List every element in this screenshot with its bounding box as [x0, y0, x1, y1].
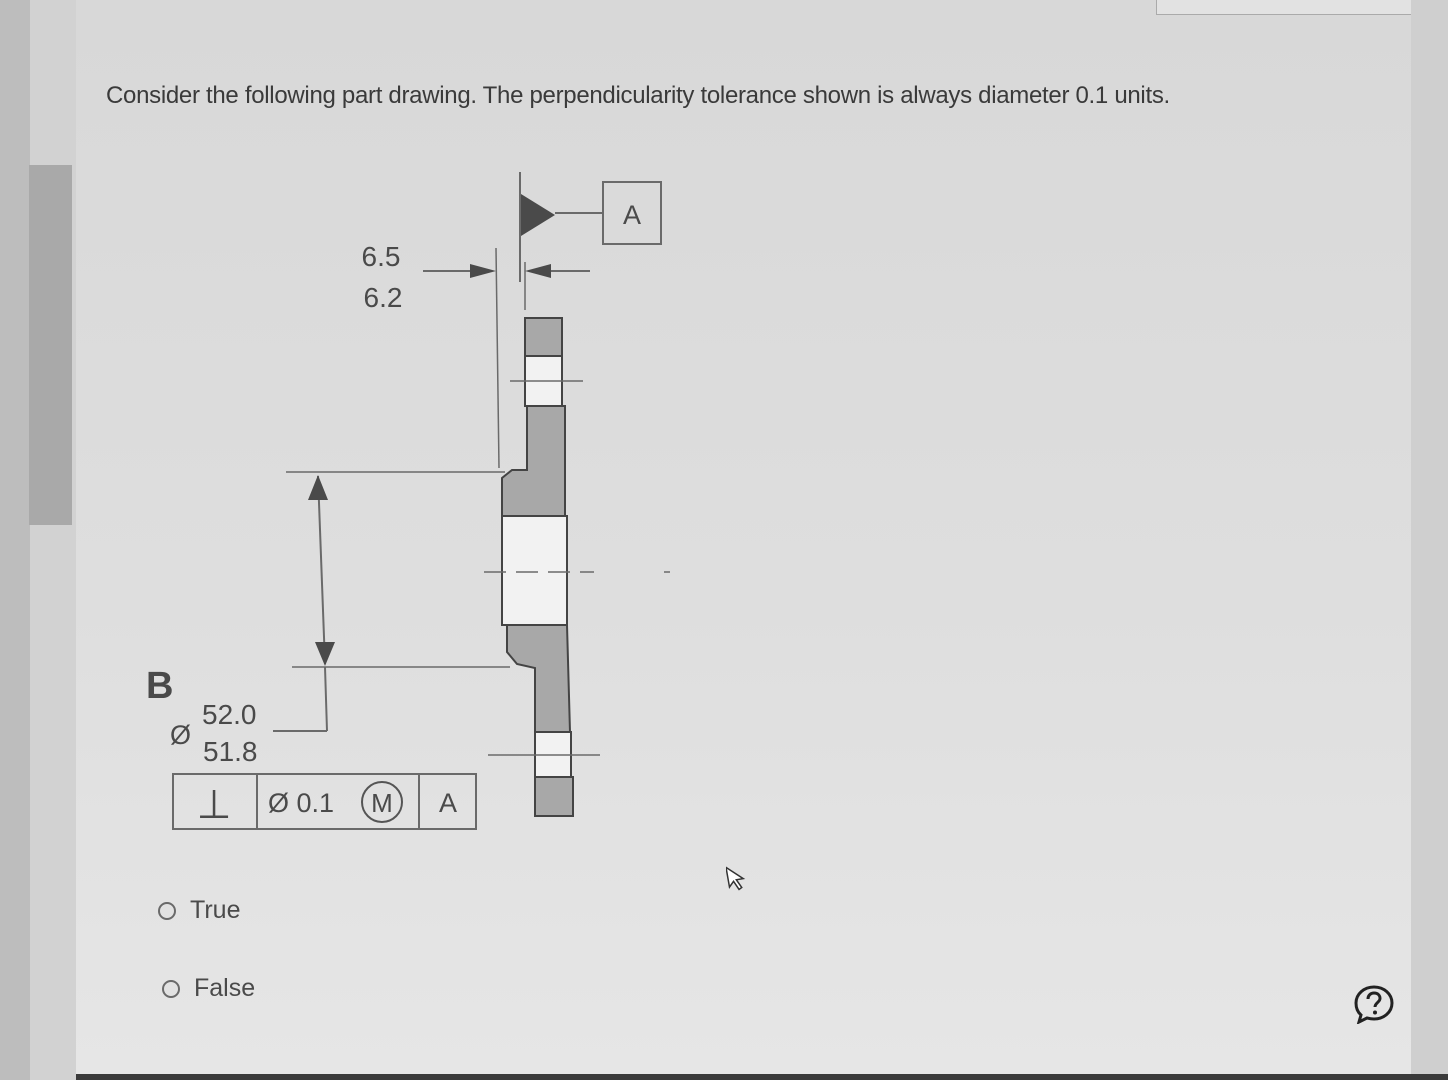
part-section — [484, 318, 670, 816]
thickness-upper-limit: 6.5 — [361, 241, 401, 272]
feature-control-frame — [173, 774, 476, 829]
diameter-symbol: Ø — [170, 720, 192, 750]
diameter-lower-limit: 51.8 — [203, 736, 258, 767]
radio-false[interactable] — [162, 980, 180, 998]
option-false[interactable] — [162, 974, 255, 1003]
datum-a-symbol — [520, 172, 661, 282]
diameter-dimension — [146, 472, 510, 767]
mouse-pointer-icon — [726, 864, 748, 892]
fcf-modifier: M — [371, 788, 393, 818]
datum-a-label: A — [622, 200, 642, 230]
fcf-tolerance: Ø 0.1 — [268, 788, 335, 818]
option-true[interactable] — [158, 896, 240, 925]
question-text: Consider the following part drawing. The perpendicularity tolerance shown is always diameter 0.1 units. — [106, 82, 1170, 109]
perpendicularity-symbol: ⊥ — [196, 783, 232, 827]
thickness-lower-limit: 6.2 — [363, 282, 403, 313]
option-true-label: True — [190, 896, 241, 924]
datum-b-label: B — [146, 665, 174, 707]
diameter-upper-limit: 52.0 — [202, 699, 257, 730]
radio-true[interactable] — [158, 902, 176, 920]
question-bubble-icon[interactable] — [1353, 984, 1395, 1024]
fcf-datum: A — [438, 788, 458, 818]
option-false-label: False — [194, 974, 256, 1002]
